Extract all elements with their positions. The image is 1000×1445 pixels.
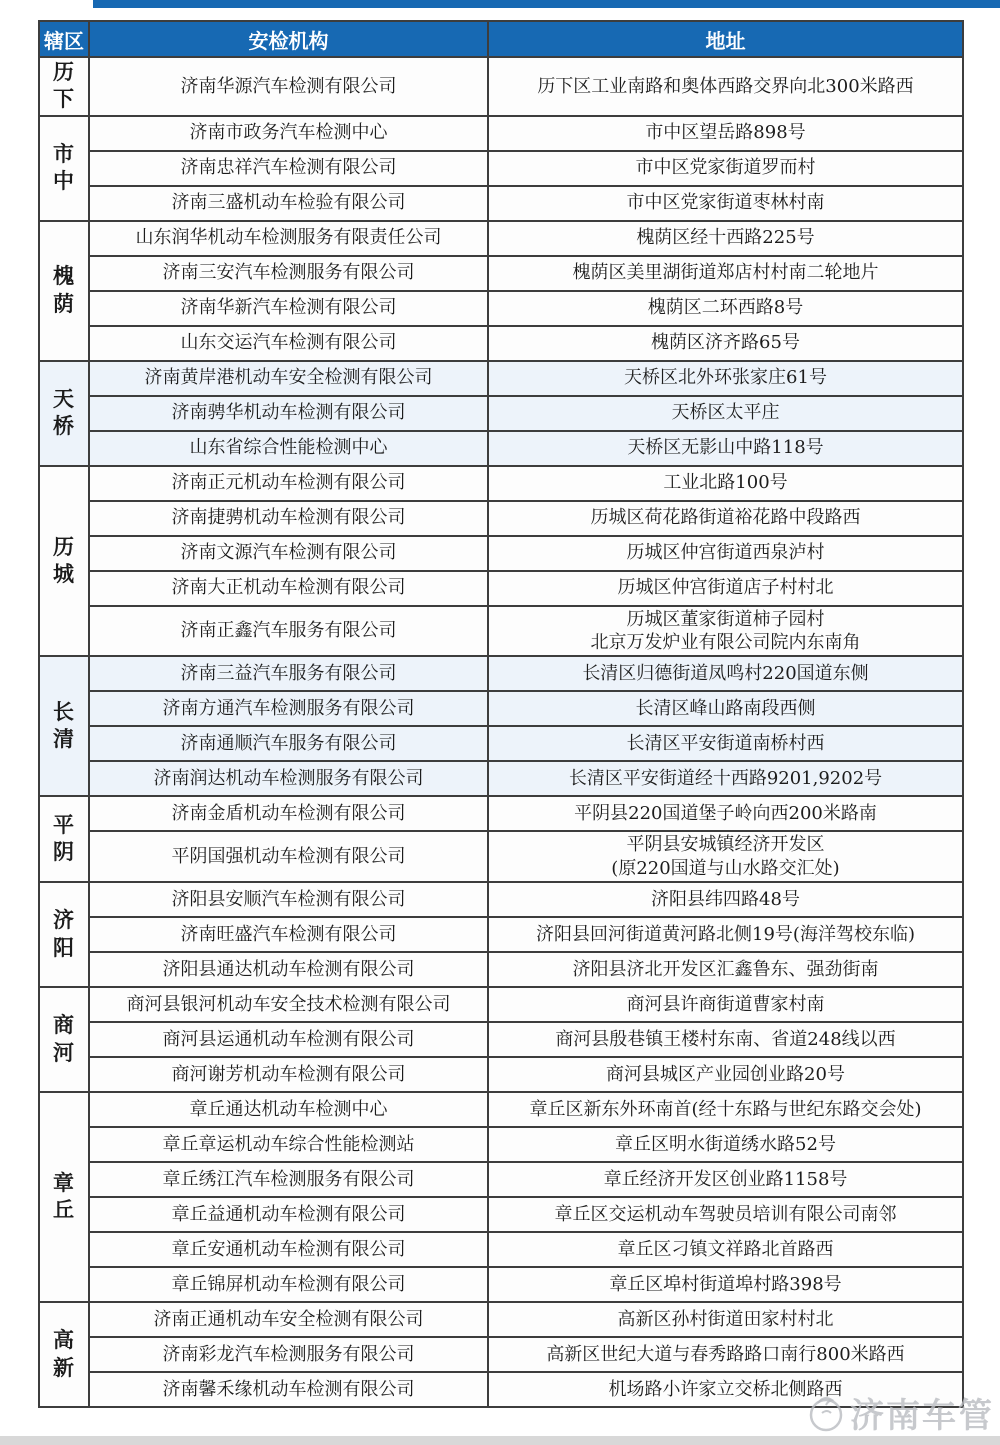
agency-cell: 章丘绣江汽车检测服务有限公司 (89, 1162, 488, 1197)
address-cell: 长清区峰山路南段西侧 (488, 691, 963, 726)
table-row (39, 291, 963, 326)
address-cell: 历城区荷花路街道裕花路中段路西 (488, 501, 963, 536)
address-cell: 济阳县回河街道黄河路北侧19号(海洋驾校东临) (488, 917, 963, 952)
table-row (39, 57, 963, 116)
address-cell: 历城区董家街道柿子园村 北京万发炉业有限公司院内东南角 (488, 606, 963, 657)
table-row (39, 691, 963, 726)
table-row (39, 151, 963, 186)
table-row (39, 796, 963, 831)
table-row (39, 1092, 963, 1127)
table-row (39, 656, 963, 691)
table-row (39, 326, 963, 361)
address-cell: 天桥区北外环张家庄61号 (488, 361, 963, 396)
address-cell: 章丘区新东外环南首(经十东路与世纪东路交会处) (488, 1092, 963, 1127)
table-row (39, 221, 963, 256)
agency-cell: 济南华源汽车检测有限公司 (89, 57, 488, 116)
agency-cell: 济南三安汽车检测服务有限公司 (89, 256, 488, 291)
address-cell: 济阳县济北开发区汇鑫鲁东、强劲街南 (488, 952, 963, 987)
inspection-agencies-table (38, 20, 964, 1408)
table-row (39, 571, 963, 606)
table-row (39, 952, 963, 987)
agency-cell: 济南方通汽车检测服务有限公司 (89, 691, 488, 726)
header-agency: 安检机构 (89, 21, 488, 57)
district-cell: 历下 (39, 57, 89, 116)
address-cell: 平阴县220国道堡子岭向西200米路南 (488, 796, 963, 831)
table-row (39, 1372, 963, 1407)
address-cell: 长清区平安街道经十西路9201,9202号 (488, 761, 963, 796)
table-row (39, 1022, 963, 1057)
agency-cell: 济南黄岸港机动车安全检测有限公司 (89, 361, 488, 396)
address-cell: 历城区仲宫街道西泉泸村 (488, 536, 963, 571)
agency-cell: 商河县银河机动车安全技术检测有限公司 (89, 987, 488, 1022)
address-cell: 市中区望岳路898号 (488, 116, 963, 151)
agency-cell: 章丘章运机动车综合性能检测站 (89, 1127, 488, 1162)
table-row (39, 116, 963, 151)
address-cell: 槐荫区济齐路65号 (488, 326, 963, 361)
inspection-table-body (39, 57, 963, 1407)
table-row (39, 761, 963, 796)
district-cell: 市中 (39, 116, 89, 221)
agency-cell: 山东省综合性能检测中心 (89, 431, 488, 466)
agency-cell: 济南馨禾缘机动车检测有限公司 (89, 1372, 488, 1407)
address-cell: 槐荫区美里湖街道郑店村村南二轮地片 (488, 256, 963, 291)
address-cell: 槐荫区二环西路8号 (488, 291, 963, 326)
address-cell: 章丘区埠村街道埠村路398号 (488, 1267, 963, 1302)
agency-cell: 济南大正机动车检测有限公司 (89, 571, 488, 606)
table-row (39, 1162, 963, 1197)
address-cell: 天桥区太平庄 (488, 396, 963, 431)
address-cell: 历城区仲宫街道店子村村北 (488, 571, 963, 606)
address-cell: 商河县殷巷镇王楼村东南、省道248线以西 (488, 1022, 963, 1057)
table-row (39, 536, 963, 571)
table-row (39, 466, 963, 501)
agency-cell: 济南金盾机动车检测有限公司 (89, 796, 488, 831)
agency-cell: 济南润达机动车检测服务有限公司 (89, 761, 488, 796)
table-row (39, 1127, 963, 1162)
district-cell: 高新 (39, 1302, 89, 1407)
district-cell: 章丘 (39, 1092, 89, 1302)
address-cell: 槐荫区经十西路225号 (488, 221, 963, 256)
table-row (39, 501, 963, 536)
agency-cell: 济南三盛机动车检验有限公司 (89, 186, 488, 221)
table-row (39, 606, 963, 657)
table-row (39, 256, 963, 291)
agency-cell: 济南捷骋机动车检测有限公司 (89, 501, 488, 536)
agency-cell: 济南市政务汽车检测中心 (89, 116, 488, 151)
address-cell: 平阴县安城镇经济开发区 (原220国道与山水路交汇处) (488, 831, 963, 882)
district-cell: 历城 (39, 466, 89, 657)
address-cell: 历下区工业南路和奥体西路交界向北300米路西 (488, 57, 963, 116)
table-row (39, 987, 963, 1022)
agency-cell: 山东交运汽车检测有限公司 (89, 326, 488, 361)
agency-cell: 济南通顺汽车服务有限公司 (89, 726, 488, 761)
address-cell: 工业北路100号 (488, 466, 963, 501)
table-row (39, 1057, 963, 1092)
agency-cell: 济南忠祥汽车检测有限公司 (89, 151, 488, 186)
table-header (39, 21, 963, 57)
district-cell: 天桥 (39, 361, 89, 466)
table-row (39, 1302, 963, 1337)
agency-cell: 济阳县通达机动车检测有限公司 (89, 952, 488, 987)
district-cell: 济阳 (39, 882, 89, 987)
agency-cell: 济阳县安顺汽车检测有限公司 (89, 882, 488, 917)
address-cell: 章丘区刁镇文祥路北首路西 (488, 1232, 963, 1267)
table-row (39, 726, 963, 761)
agency-cell: 商河谢芳机动车检测有限公司 (89, 1057, 488, 1092)
table-row (39, 831, 963, 882)
agency-cell: 章丘锦屏机动车检测有限公司 (89, 1267, 488, 1302)
address-cell: 高新区世纪大道与春秀路路口南行800米路西 (488, 1337, 963, 1372)
district-cell: 商河 (39, 987, 89, 1092)
table-row (39, 361, 963, 396)
header-row (39, 21, 963, 57)
address-cell: 章丘区交运机动车驾驶员培训有限公司南邻 (488, 1197, 963, 1232)
top-accent-strip (93, 0, 1000, 8)
table-row (39, 882, 963, 917)
table-row (39, 1337, 963, 1372)
agency-cell: 济南正鑫汽车服务有限公司 (89, 606, 488, 657)
agency-cell: 济南正通机动车安全检测有限公司 (89, 1302, 488, 1337)
header-address: 地址 (488, 21, 963, 57)
address-cell: 商河县城区产业园创业路20号 (488, 1057, 963, 1092)
agency-cell: 平阴国强机动车检测有限公司 (89, 831, 488, 882)
agency-cell: 济南彩龙汽车检测服务有限公司 (89, 1337, 488, 1372)
address-cell: 章丘区明水街道绣水路52号 (488, 1127, 963, 1162)
agency-cell: 章丘益通机动车检测有限公司 (89, 1197, 488, 1232)
agency-cell: 商河县运通机动车检测有限公司 (89, 1022, 488, 1057)
district-cell: 平阴 (39, 796, 89, 882)
table-row (39, 186, 963, 221)
address-cell: 济阳县纬四路48号 (488, 882, 963, 917)
table-row (39, 1232, 963, 1267)
address-cell: 商河县许商街道曹家村南 (488, 987, 963, 1022)
watermark-text: 济南车管 (850, 1397, 994, 1435)
agency-cell: 济南正元机动车检测有限公司 (89, 466, 488, 501)
district-cell: 槐荫 (39, 221, 89, 361)
address-cell: 高新区孙村街道田家村村北 (488, 1302, 963, 1337)
agency-cell: 济南华新汽车检测有限公司 (89, 291, 488, 326)
agency-cell: 山东润华机动车检测服务有限责任公司 (89, 221, 488, 256)
address-cell: 市中区党家街道枣林村南 (488, 186, 963, 221)
header-district: 辖区 (39, 21, 89, 57)
agency-cell: 济南文源汽车检测有限公司 (89, 536, 488, 571)
district-cell: 长清 (39, 656, 89, 796)
address-cell: 长清区平安街道南桥村西 (488, 726, 963, 761)
address-cell: 章丘经济开发区创业路1158号 (488, 1162, 963, 1197)
agency-cell: 章丘通达机动车检测中心 (89, 1092, 488, 1127)
agency-cell: 章丘安通机动车检测有限公司 (89, 1232, 488, 1267)
address-cell: 机场路小许家立交桥北侧路西 (488, 1372, 963, 1407)
agency-cell: 济南骋华机动车检测有限公司 (89, 396, 488, 431)
table-row (39, 396, 963, 431)
bottom-gray-bar (0, 1436, 1000, 1445)
address-cell: 天桥区无影山中路118号 (488, 431, 963, 466)
address-cell: 市中区党家街道罗而村 (488, 151, 963, 186)
table-row (39, 1267, 963, 1302)
agency-cell: 济南旺盛汽车检测有限公司 (89, 917, 488, 952)
table-row (39, 917, 963, 952)
table-row (39, 1197, 963, 1232)
address-cell: 长清区归德街道凤鸣村220国道东侧 (488, 656, 963, 691)
agency-cell: 济南三益汽车服务有限公司 (89, 656, 488, 691)
table-row (39, 431, 963, 466)
